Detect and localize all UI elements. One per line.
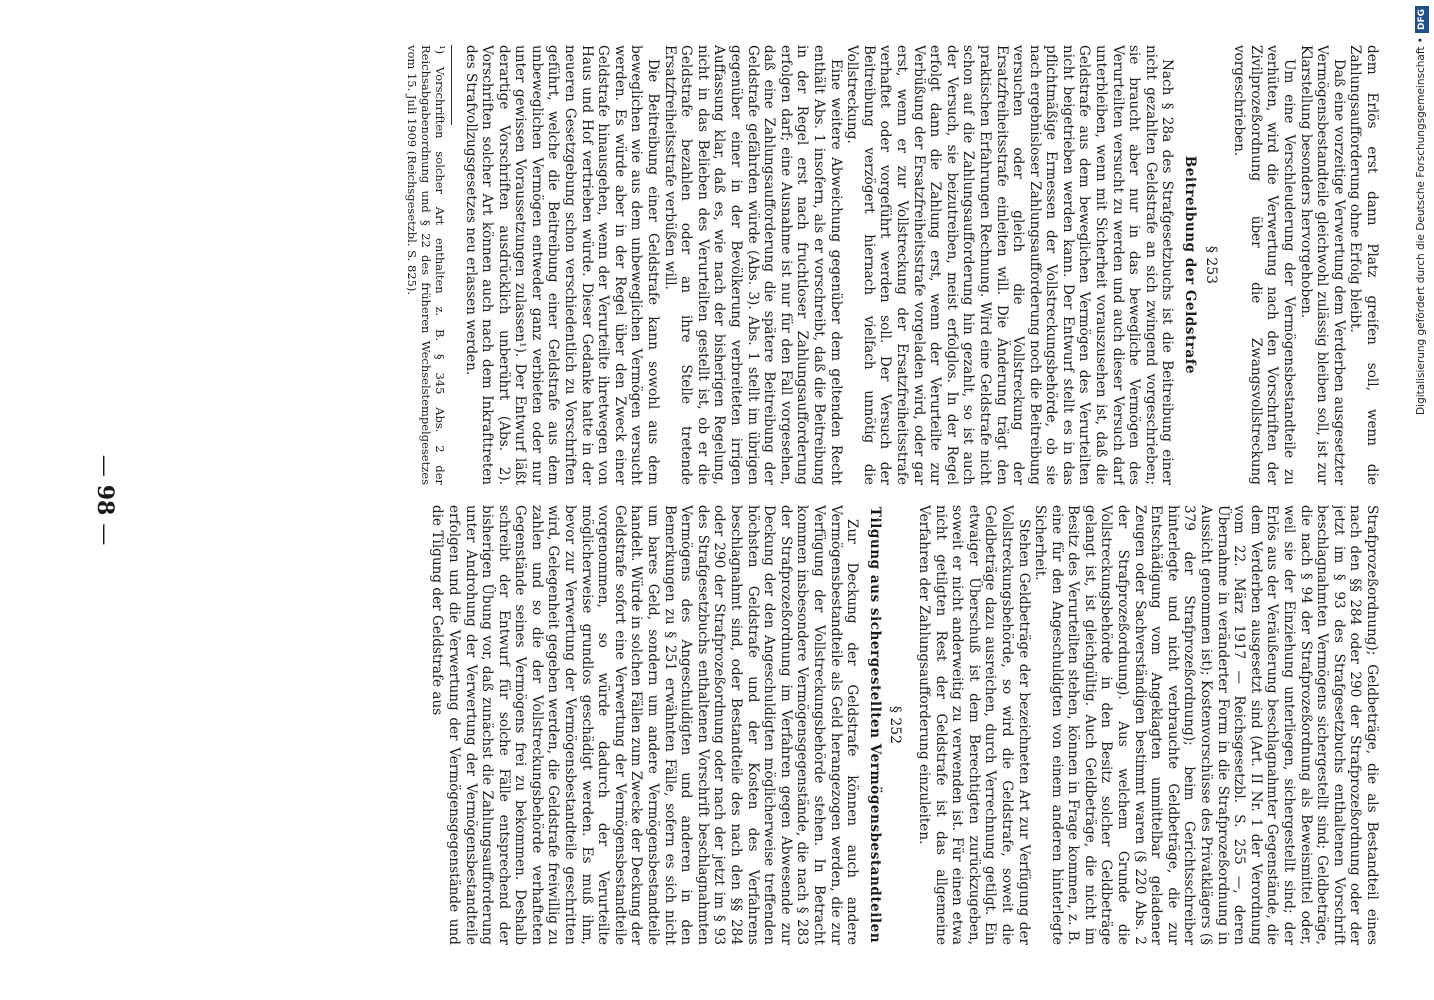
- dfg-logo: DFG: [1415, 6, 1429, 33]
- section-253-number: § 253: [1202, 245, 1219, 285]
- column-1: [125, 505, 1380, 945]
- column-1-paragraph-1: Strafprozeßordnung); Geldbeträge, die als Bestandteil eines nach den §§ 284 oder 290 der Strafprozeßordnung oder der jetzt im § 93 des Strafgesetzbuchs enthaltenen Vorschrift beschlagnahmten Vermögens sichergestellt sind; Geldbeträge, die nach § 94 der Strafprozeßordnung als Beweismittel oder, weil sie der Einziehung unterliegen, sichergestellt sind; der Erlös aus der Veräußerung beschlagnahmter Gegenstände, die dem Verderben ausgesetzt sind (Art. II Nr. 1 der Verordnung vom 22. März 1917 — Reichsgesetzbl. S. 255 —, deren Übernahme in veränderter Form in die Strafprozeßordnung in Aussicht genommen ist); Kostenvorschüsse des Privatklägers (§ 379 der Strafprozeßordnung); beim Gerichtsschreiber hinterlegte und nicht verbrauchte Geldbeträge, die zur Entschädigung vom Angeklagten unmittelbar geladener Zeugen oder Sachverständigen bestimmt waren (§ 220 Abs. 2 der Strafprozeßordnung). Aus welchem Grunde die Vollstreckungsbehörde in den Besitz solcher Geldbeträge gelangt ist, ist gleichgültig. Auch Geldbeträge, die nicht im Besitz des Verurteilten stehen, können in Frage kommen, z. B. eine für den Angeschuldigten von einem anderen hinterlegte Sicherheit.: [1032, 505, 1380, 945]
- page-number-label: 98: [92, 484, 118, 516]
- section-252-heading: Tilgung aus sichergestellten Vermögensbestandteilen: [866, 506, 883, 944]
- column-1-paragraph-3: Zur Deckung der Geldstrafe können auch andere Vermögensbestandteile als Geld herangezogen werden, die zur Verfügung der Vollstreckungsbehörde stehen. In Betracht kommen insbesondere Vermögensgegenstände, die nach § 283 der Strafprozeßordnung im Verfahren gegen Abwesende zur Deckung der den Angeschuldigten möglicherweise treffenden höchsten Geldstrafe und der Kosten des Verfahrens beschlagnahmt sind, oder Bestandteile des nach den §§ 284 oder 290 der Strafprozeßordnung oder nach der jetzt im § 93 des Strafgesetzbuchs enthaltenen Vorschrift beschlagnahmten Vermögens des Angeschuldigten und anderen in den Bemerkungen zu § 251 erwähnten Fälle, sofern es sich nicht um bares Geld, sondern um andere Vermögensbestandteile handelt. Würde in solchen Fällen zum Zwecke der Deckung der Geldstrafe sofort eine Verwertung der Vermögensbestandteile vorgenommen, so würde dadurch der Verurteilte möglicherweise grundlos geschädigt werden. Es muß ihm, bevor zur Verwertung der Vermögensbestandteile geschritten wird, Gelegenheit gegeben werden, die Geldstrafe freiwillig zu zahlen und so die der Vollstreckungsbehörde verhafteten Gegenstände seines Vermögens frei zu bekommen. Deshalb schreibt der Entwurf für solche Fälle entsprechend der bisherigen Übung vor, daß zunächst die Zahlungsaufforderung unter Androhung der Verwertung der Vermögensbestandteile erfolgen und die Verwertung der Vermögensgegenstände und die Tilgung der Geldstrafe aus: [429, 505, 861, 945]
- column-1-wrapper: [125, 505, 1380, 945]
- page-dash-left: —: [92, 454, 117, 477]
- column-2-paragraph-3: Um eine Verschleuderung der Vermögensbestandteile zu verhüten, wird die Verwertung nach den Vorschriften der Zivilprozeßordnung über die Zwangsvollstreckung vorgeschrieben.: [1231, 45, 1298, 485]
- column-2-paragraph-5: Eine weitere Abweichung gegenüber dem geltenden Recht enthält Abs. 1 insofern, als er vorschreibt, daß die Beitreibung in der Regel erst nach fruchtloser Zahlungsaufforderung erfolgen darf; eine Ausnahme ist nur für den Fall vorgesehen, daß eine Zahlungsaufforderung die spätere Beitreibung der Geldstrafe gefährden würde (Abs. 3). Abs. 1 stellt im übrigen gegenüber einer in der Bevölkerung verbreiteten irrigen Auffassung klar, daß es, wie nach der bisherigen Regelung, nicht in das Belieben des Verurteilten gestellt ist, ob er die Geldstrafe bezahlen oder an ihre Stelle tretende Ersatzfreiheitsstrafe verbüßen will.: [661, 45, 844, 485]
- column-1-paragraph-2: Stehen Geldbeträge der bezeichneten Art zur Verfügung der Vollstreckungsbehörde, so wird die Geldstrafe, soweit die Geldbeträge dazu ausreichen, durch Verrechnung getilgt. Ein etwaiger Überschuß ist dem Berechtigten zurückzugeben, soweit er nicht anderweitig zu verwenden ist. Für einen etwa nicht getilgten Rest der Geldstrafe ist das allgemeine Verfahren der Zahlungsaufforderung einzuleiten.: [915, 505, 1032, 945]
- footnote-rule: [451, 45, 452, 125]
- footnote: ¹) Vorschriften solcher Art enthalten z. B. § 345 Abs. 2 der Reichsabgabenordnung und § 22 des früheren Wechselstempelgesetzes vom 15. Juli 1909 (Reichsgesetzbl. S. 825).: [404, 45, 447, 485]
- dfg-side-banner: [1410, 6, 1432, 996]
- column-2-wrapper: [125, 45, 1380, 485]
- section-252-number: § 252: [887, 705, 904, 745]
- column-2-paragraph-2: Daß eine vorzeitige Verwertung dem Verderben ausgesetzter Vermögensbestandteile gleichwohl zulässig bleiben soll, ist zur Klarstellung besonders hervorgehoben.: [1297, 45, 1347, 485]
- column-2: [125, 45, 1380, 485]
- column-2-paragraph-1: dem Erlös erst dann Platz greifen soll, wenn die Zahlungsaufforderung ohne Erfolg bleibt.: [1347, 45, 1380, 485]
- dfg-credit-text: Digitalisierung gefördert durch die Deutsche Forschungsgemeinschaft •: [1415, 37, 1427, 415]
- page-number-wrapper: [85, 440, 125, 560]
- dfg-banner-text: [1410, 6, 1432, 996]
- page-number-rotated: [85, 440, 125, 560]
- page-dash-right: —: [92, 523, 117, 546]
- column-2-paragraph-4: Nach § 28a des Strafgesetzbuchs ist die Beitreibung einer nicht gezahlten Geldstrafe an sich zwingend vorgeschrieben; sie braucht aber nur in das bewegliche Vermögen des Verurteilten versucht zu werden und auch dieser Versuch darf unterbleiben, wenn mit Sicherheit vorauszusehen ist, daß die Geldstrafe aus dem beweglichen Vermögen des Verurteilten nicht beigetrieben werden kann. Der Entwurf stellt es in das pflichtmäßige Ermessen der Vollstreckungsbehörde, ob sie nach ergebnisloser Zahlungsaufforderung noch die Beitreibung versuchen oder gleich die Vollstreckung der Ersatzfreiheitsstrafe einleiten will. Die Änderung trägt den praktischen Erfahrungen Rechnung. Wird eine Geldstrafe nicht schon auf die Zahlungsaufforderung hin gezahlt, so ist auch der Versuch, sie beizutreiben, meist erfolglos. In der Regel erfolgt dann die Zahlung erst, wenn der Verurteilte zur Verbüßung der Ersatzfreiheitsstrafe vorgeladen wird, oder gar erst, wenn er zur Vollstreckung der Ersatzfreiheitsstrafe verhaftet oder vorgeführt werden soll. Der Versuch der Beitreibung verzögert hiernach vielfach unnötig die Vollstreckung.: [844, 45, 1176, 485]
- column-2-paragraph-6: Die Beitreibung einer Geldstrafe kann sowohl aus dem beweglichen wie aus dem unbeweglichen Vermögen versucht werden. Es würde aber in der Regel über den Zweck einer Geldstrafe hinausgehen, wenn der Verurteilte ihretwegen von Haus und Hof vertrieben würde. Dieser Gedanke hatte in der neueren Gesetzgebung schon verschiedentlich zu Vorschriften geführt, welche die Beitreibung einer Geldstrafe aus dem unbeweglichen Vermögen entweder ganz verbieten oder nur unter gewissen Voraussetzungen zulassen¹). Der Entwurf läßt derartige Vorschriften ausdrücklich unberührt (Abs. 2). Vorschriften solcher Art können auch nach dem Inkrafttreten des Strafvollzugsgesetzes neu erlassen werden.: [462, 45, 662, 485]
- section-253-heading: Beitreibung der Geldstrafe: [1182, 155, 1199, 375]
